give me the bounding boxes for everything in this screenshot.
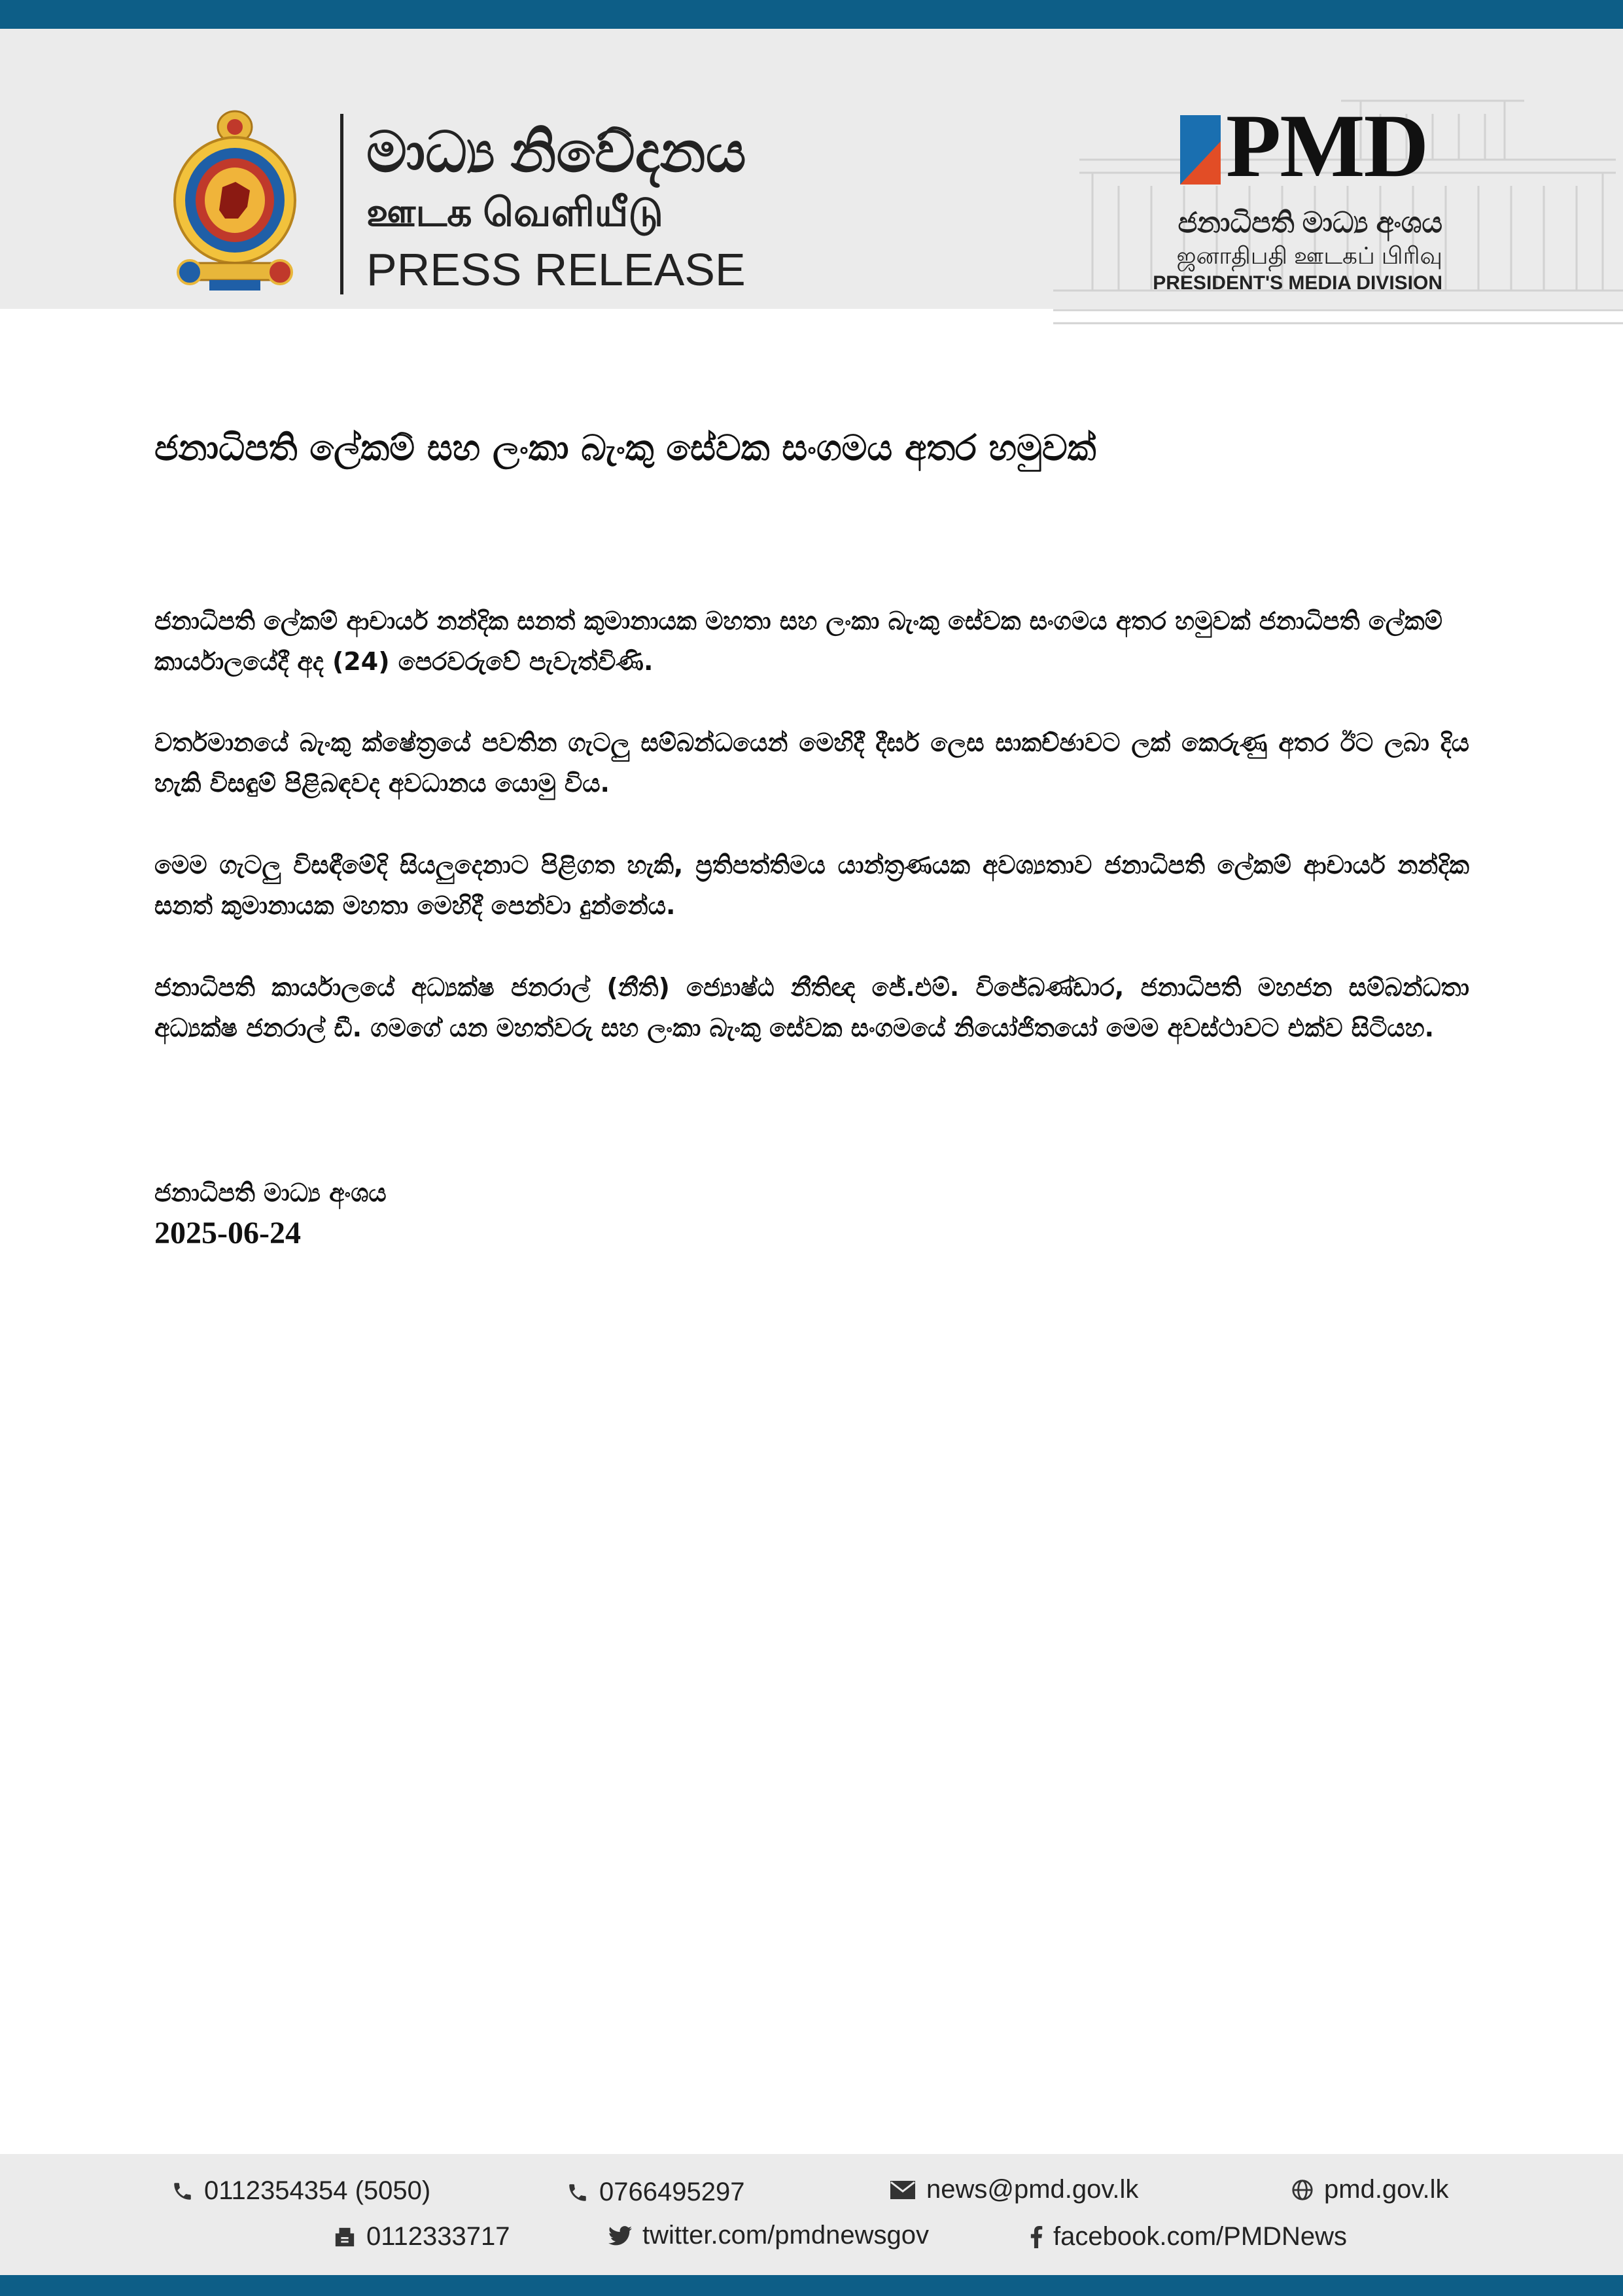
facebook-link[interactable]: facebook.com/PMDNews	[1053, 2222, 1348, 2251]
contact-footer	[0, 2154, 1623, 2275]
twitter-link[interactable]: twitter.com/pmdnewsgov	[642, 2221, 929, 2250]
release-date: 2025-06-24	[154, 1216, 301, 1250]
phone-number[interactable]: 0112354354 (5050)	[204, 2176, 431, 2205]
footer-facebook	[1030, 2222, 1347, 2252]
footer-phone	[171, 2176, 430, 2206]
division-name-sinhala: ජනාධිපති මාධ්‍ය අංශය	[1178, 207, 1442, 239]
bottom-accent-bar	[0, 2275, 1623, 2296]
letterhead-band	[0, 29, 1623, 309]
press-release-title-english: PRESS RELEASE	[366, 244, 746, 295]
mobile-number[interactable]: 0766495297	[599, 2178, 745, 2206]
press-release-title-sinhala: මාධ්‍ය නිවේදනය	[366, 121, 746, 184]
mobile-phone-icon	[567, 2181, 589, 2204]
footer-fax	[334, 2222, 510, 2252]
top-accent-bar	[0, 0, 1623, 29]
article-title: ජනාධිපති ලේකම් සහ ලංකා බැංකු සේවක සංගමය අතර හමුවක්	[154, 427, 1096, 468]
twitter-icon	[608, 2226, 632, 2246]
fax-number[interactable]: 0112333717	[366, 2222, 510, 2251]
article-paragraph-2: වර්තමානයේ බැංකු ක්ෂේත්‍රයේ පවතින ගැටලු සම්බන්ධයෙන් මෙහිදී දීර්ඝ ලෙස සාකච්ඡාවට ලක් කෙරුණු අතර ඊට ලබා දිය හැකි විසඳුම් පිළිබඳවද අවධානය යොමු විය.	[154, 728, 1469, 798]
footer-email	[890, 2175, 1138, 2204]
footer-mobile	[567, 2178, 744, 2207]
footer-website	[1291, 2175, 1448, 2204]
article-paragraph-4: ජනාධිපති කාර්යාලයේ අධ්‍යක්ෂ ජනරාල් (නීති) ජ්‍යොෂ්ඨ නීතිඥ ජේ.එම්. විජේබණ්ඩාර, ජනාධිපති මහජන සම්බන්ධතා අධ්‍යක්ෂ ජනරාල් ඩී. ගමගේ යන මහත්වරු සහ ලංකා බැංකු සේවක සංගමයේ නියෝජිතයෝ මෙම අවස්ථාවට එක්ව සිටියහ.	[154, 973, 1469, 1042]
article-paragraph-3: මෙම ගැටලු විසඳීමේදි සියලුදෙනාට පිළිගත හැකි, ප්‍රතිපත්තිමය යාන්ත්‍රණයක අවශ්‍යතාව ජනාධිපති ලේකම් ආචාර්ය නන්දික සනත් කුමානායක මහතා මෙහිදී පෙන්වා දුන්නේය.	[154, 851, 1469, 920]
pmd-logo-mark	[1180, 115, 1221, 185]
division-name-tamil: ஜனாதிபதி ஊடகப் பிரிவு	[1176, 242, 1442, 269]
facebook-icon	[1030, 2226, 1043, 2248]
mail-icon	[890, 2180, 916, 2200]
pmd-logo-text: PMD	[1226, 96, 1428, 196]
header-divider	[340, 114, 343, 294]
signature-division: ජනාධිපති මාධ්‍ය අංශය	[154, 1178, 387, 1207]
division-name-english: PRESIDENT'S MEDIA DIVISION	[1153, 272, 1442, 294]
national-emblem-logo	[170, 109, 300, 293]
footer-twitter	[608, 2221, 929, 2250]
phone-icon	[171, 2180, 194, 2202]
globe-icon	[1291, 2179, 1314, 2201]
website-link[interactable]: pmd.gov.lk	[1324, 2175, 1449, 2204]
press-release-title-tamil: ஊடக வெளியீடு	[366, 190, 663, 234]
fax-icon	[334, 2226, 356, 2248]
email-link[interactable]: news@pmd.gov.lk	[926, 2175, 1139, 2204]
article-paragraph-1: ජනාධිපති ලේකම් ආචාර්ය නන්දික සනත් කුමානායක මහතා සහ ලංකා බැංකු සේවක සංගමය අතර හමුවක් ජනාධිපති ලේකම් කාර්යාලයේදී අද (24) පෙරවරුවේ පැවැත්විණි.	[154, 607, 1442, 676]
